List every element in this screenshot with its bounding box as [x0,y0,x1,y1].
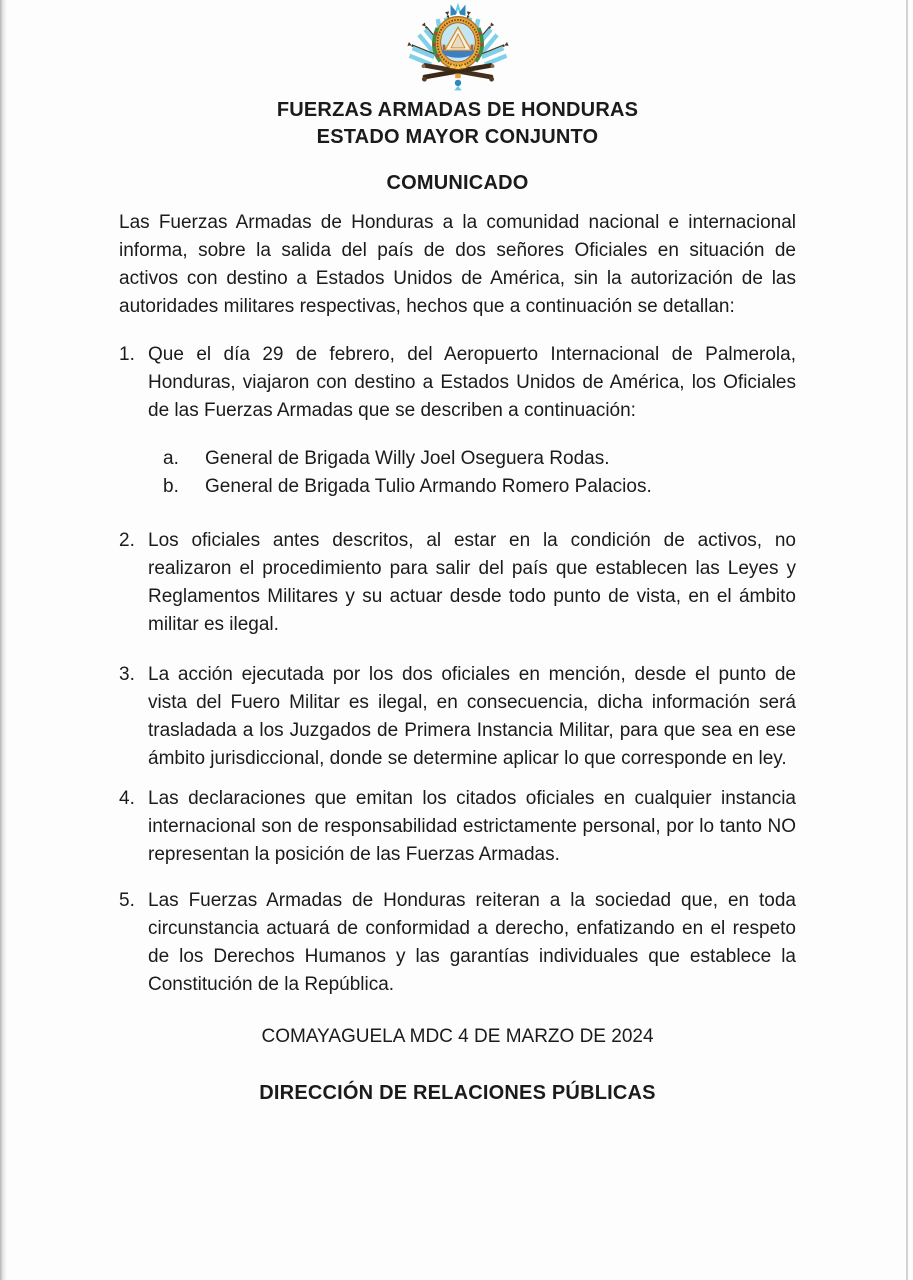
numbered-item-1 [119,341,796,425]
item-number: 4. [119,788,135,809]
page-edge-right [906,0,908,1280]
document-content [119,0,796,1107]
item-number: 3. [119,664,135,685]
item-text: Las declaraciones que emitan los citados oficiales en cualquier instancia internacional son de responsabilidad estrictamente personal, por lo tanto NO representan la posición de las Fuerzas Armadas. [148,788,796,865]
item-number: 5. [119,890,135,911]
intro-paragraph: Las Fuerzas Armadas de Honduras a la comunidad nacional e internacional informa, sobre la salida del país de dos señores Oficiales en situación de activos con destino a Estados Unidos de América, sin la autorización de las autoridades militares respectivas, hechos que a continuación se detallan: [119,212,796,317]
item-text: Las Fuerzas Armadas de Honduras reiteran a la sociedad que, en toda circunstancia actuará de conformidad a derecho, enfatizando en el respeto de los Derechos Humanos y las garantías individuales que establece la Constitución de la República. [148,890,796,995]
sub-item-text: General de Brigada Tulio Armando Romero Palacios. [205,476,652,497]
signature-department: DIRECCIÓN DE RELACIONES PÚBLICAS [259,1082,656,1104]
numbered-item-5 [119,887,796,999]
document-header [119,97,796,197]
sub-item-letter: a. [163,448,179,469]
honduras-coat-of-arms-icon [402,0,514,93]
item-text: Que el día 29 de febrero, del Aeropuerto Internacional de Palmerola, Honduras, viajaron con destino a Estados Unidos de América, los Oficiales de las Fuerzas Armadas que se describen a continuación: [148,344,796,421]
date-place-line: COMAYAGUELA MDC 4 DE MARZO DE 2024 [261,1026,654,1047]
sub-item-b [163,473,796,501]
numbered-item-4 [119,785,796,869]
officers-sublist [163,445,796,501]
item-number: 1. [119,344,135,365]
title-line-2: ESTADO MAYOR CONJUNTO [316,126,599,148]
sub-item-text: General de Brigada Willy Joel Oseguera Rodas. [205,448,610,469]
numbered-item-2 [119,527,796,639]
sub-item-a [163,445,796,473]
item-text: Los oficiales antes descritos, al estar en la condición de activos, no realizaron el procedimiento para salir del país que establecen las Leyes y Reglamentos Militares y su actuar desde todo punto de vista, en el ámbito militar es ilegal. [148,530,796,635]
item-text: La acción ejecutada por los dos oficiales en mención, desde el punto de vista del Fuero Militar es ilegal, en consecuencia, dicha información será trasladada a los Juzgados de Primera Instancia Militar, para que sea en ese ámbito jurisdiccional, donde se determine aplicar lo que corresponde en ley. [148,664,796,769]
title-line-1: FUERZAS ARMADAS DE HONDURAS [276,99,639,121]
sub-item-letter: b. [163,476,179,497]
document-type-heading: COMUNICADO [386,172,529,194]
page-edge-left [0,0,7,1280]
item-number: 2. [119,530,135,551]
numbered-item-3 [119,661,796,773]
